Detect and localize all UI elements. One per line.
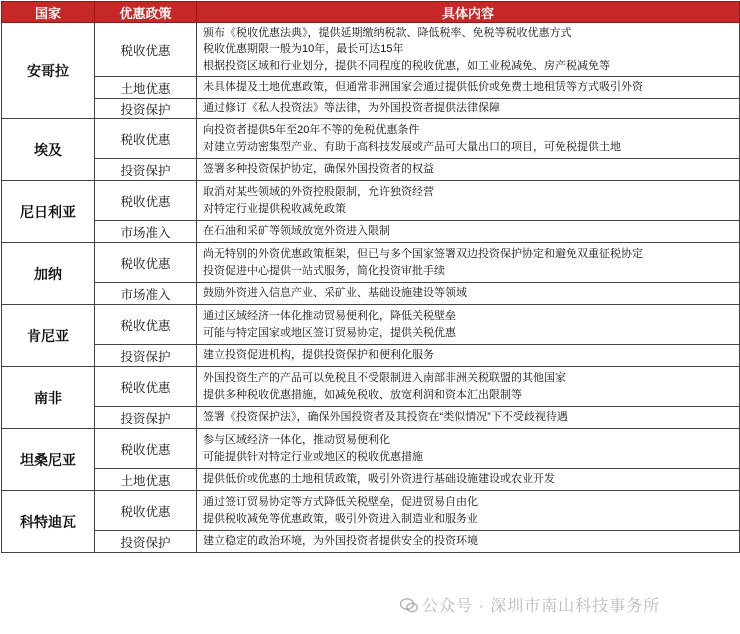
content-line: 颁布《税收优惠法典》，提供延期缴纳税款、降低税率、免税等税收优惠方式: [203, 26, 572, 39]
content-cell: [197, 159, 740, 181]
content-cell: [197, 407, 740, 429]
content-line: 在石油和采矿等领域放宽外资进入限制: [203, 225, 390, 238]
content-line: 取消对某些领域的外资控股限制，允许独资经营: [203, 186, 434, 198]
policy-type-cell: 税收优惠: [95, 23, 197, 77]
content-cell: [197, 367, 740, 407]
table-header-row: [2, 2, 740, 23]
country-cell: 加纳: [2, 243, 95, 305]
content-cell: [197, 305, 740, 345]
content-line: 对特定行业提供税收减免政策: [203, 202, 346, 215]
country-cell: 肯尼亚: [2, 305, 95, 367]
table-row: [2, 305, 740, 345]
content-line: 向投资者提供5年至20年不等的免税优惠条件: [203, 124, 420, 136]
content-line: 税收优惠期限一般为10年，最长可达15年: [203, 43, 404, 56]
country-cell: 科特迪瓦: [2, 491, 95, 553]
policy-type-cell: 税收优惠: [95, 243, 197, 283]
content-cell: [197, 119, 740, 159]
content-line: 签署《投资保护法》，确保外国投资者及其投资在“类似情况”下不受歧视待遇: [203, 411, 568, 424]
header-policy: 优惠政策: [95, 2, 197, 23]
policy-type-cell: 投资保护: [95, 99, 197, 119]
policy-type-cell: 税收优惠: [95, 429, 197, 469]
policy-type-cell: 投资保护: [95, 531, 197, 553]
policy-type-cell: 税收优惠: [95, 305, 197, 345]
content-line: 外国投资生产的产品可以免税且不受限制进入南部非洲关税联盟的其他国家: [203, 372, 566, 384]
policy-type-cell: 市场准入: [95, 283, 197, 305]
content-line: 提供多种税收优惠措施，如减免税收、放宽利润和资本汇出限制等: [203, 388, 522, 401]
table-row: [2, 243, 740, 283]
content-cell: [197, 99, 740, 119]
table-row: [2, 469, 740, 491]
content-line: 建立投资促进机构，提供投资保护和便利化服务: [203, 349, 434, 362]
table-row: [2, 23, 740, 77]
policy-type-cell: 税收优惠: [95, 367, 197, 407]
table-row: [2, 77, 740, 99]
table-row: [2, 283, 740, 305]
country-cell: 埃及: [2, 119, 95, 181]
policy-type-cell: 税收优惠: [95, 491, 197, 531]
policy-type-cell: 土地优惠: [95, 77, 197, 99]
country-cell: 安哥拉: [2, 23, 95, 119]
table-row: [2, 491, 740, 531]
content-line: 可能提供针对特定行业或地区的税收优惠措施: [203, 450, 423, 463]
table-row: [2, 181, 740, 221]
policy-type-cell: 投资保护: [95, 159, 197, 181]
policy-table: [1, 1, 740, 553]
content-line: 参与区域经济一体化，推动贸易便利化: [203, 434, 390, 446]
content-line: 投资促进中心提供一站式服务，简化投资审批手续: [203, 264, 445, 277]
policy-type-cell: 土地优惠: [95, 469, 197, 491]
content-cell: [197, 181, 740, 221]
content-line: 尚无特别的外资优惠政策框架，但已与多个国家签署双边投资保护协定和避免双重征税协定: [203, 248, 643, 260]
table-row: [2, 367, 740, 407]
watermark: [400, 593, 660, 616]
content-line: 通过签订贸易协定等方式降低关税壁垒，促进贸易自由化: [203, 496, 478, 508]
content-line: 对建立劳动密集型产业、有助于高科技发展或产品可大量出口的项目，可免税提供土地: [203, 140, 621, 153]
table-row: [2, 119, 740, 159]
country-cell: 尼日利亚: [2, 181, 95, 243]
content-cell: [197, 531, 740, 553]
content-cell: [197, 345, 740, 367]
policy-type-cell: 投资保护: [95, 407, 197, 429]
content-line: 未具体提及土地优惠政策，但通常非洲国家会通过提供低价或免费土地租赁等方式吸引外资: [203, 81, 643, 94]
content-line: 提供税收减免等优惠政策，吸引外资进入制造业和服务业: [203, 512, 478, 525]
policy-type-cell: 税收优惠: [95, 181, 197, 221]
content-cell: [197, 429, 740, 469]
content-cell: [197, 243, 740, 283]
policy-type-cell: 税收优惠: [95, 119, 197, 159]
policy-type-cell: 市场准入: [95, 221, 197, 243]
content-line: 建立稳定的政治环境，为外国投资者提供安全的投资环境: [203, 535, 478, 548]
table-row: [2, 407, 740, 429]
wechat-icon: [400, 598, 418, 613]
content-line: 提供低价或优惠的土地租赁政策，吸引外资进行基础设施建设或农业开发: [203, 473, 555, 486]
content-line: 通过修订《私人投资法》等法律，为外国投资者提供法律保障: [203, 102, 500, 115]
country-cell: 南非: [2, 367, 95, 429]
content-line: 根据投资区域和行业划分，提供不同程度的税收优惠，如工业税减免、房产税减免等: [203, 59, 610, 72]
table-row: [2, 531, 740, 553]
table-row: [2, 99, 740, 119]
content-line: 通过区域经济一体化推动贸易便利化，降低关税壁垒: [203, 310, 456, 322]
content-cell: [197, 283, 740, 305]
table-row: [2, 345, 740, 367]
content-cell: [197, 23, 740, 77]
country-cell: 坦桑尼亚: [2, 429, 95, 491]
table-row: [2, 429, 740, 469]
content-line: 鼓励外资进入信息产业、采矿业、基础设施建设等领域: [203, 287, 467, 300]
content-cell: [197, 221, 740, 243]
table-row: [2, 159, 740, 181]
header-content: 具体内容: [197, 2, 740, 23]
header-country: 国家: [2, 2, 95, 23]
content-cell: [197, 469, 740, 491]
content-line: 签署多种投资保护协定，确保外国投资者的权益: [203, 163, 434, 176]
table-body: [2, 23, 740, 553]
table-row: [2, 221, 740, 243]
content-cell: [197, 491, 740, 531]
policy-type-cell: 投资保护: [95, 345, 197, 367]
content-cell: [197, 77, 740, 99]
watermark-text: 公众号 · 深圳市南山科技事务所: [422, 598, 661, 615]
content-line: 可能与特定国家或地区签订贸易协定，提供关税优惠: [203, 326, 456, 339]
